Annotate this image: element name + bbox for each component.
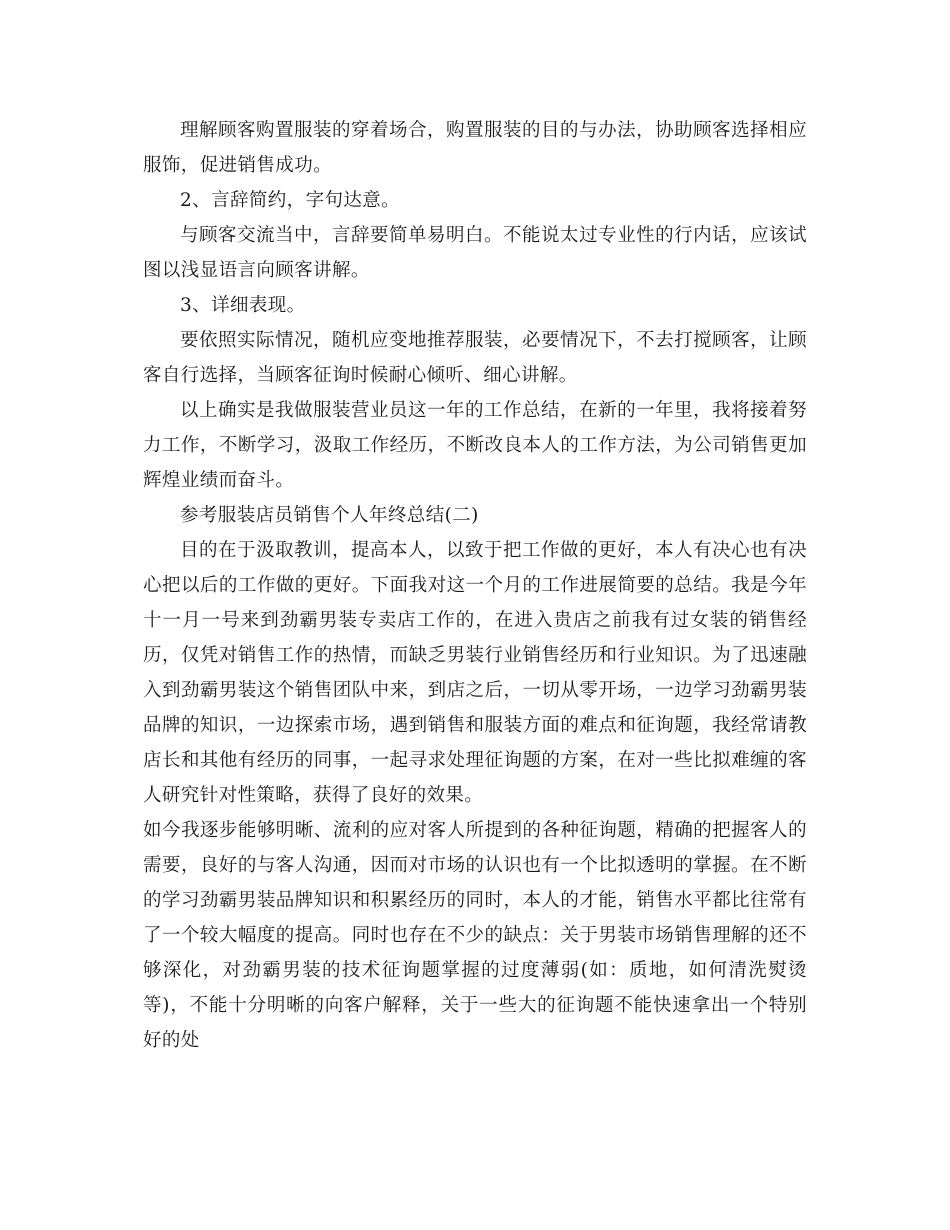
paragraph-6: 以上确实是我做服装营业员这一年的工作总结，在新的一年里，我将接着努力工作，不断学习，汲取工作经历，不断改良本人的工作方法，为公司销售更加辉煌业绩而奋斗。 (143, 400, 807, 491)
paragraph-1: 理解顾客购置服装的穿着场合，购置服装的目的与办法，协助顾客选择相应服饰，促进销售成功。 (143, 120, 807, 176)
paragraph-3: 与顾客交流当中，言辞要简单易明白。不能说太过专业性的行内话，应该试图以浅显语言向顾客讲解。 (143, 225, 807, 281)
paragraph-4-heading: 3、详细表现。 (180, 295, 306, 316)
paragraph-2-heading: 2、言辞简约，字句达意。 (180, 190, 401, 211)
paragraph-5: 要依照实际情况，随机应变地推荐服装，必要情况下，不去打搅顾客，让顾客自行选择，当顾客征询时候耐心倾听、细心讲解。 (143, 330, 807, 386)
document-body (143, 113, 807, 1058)
section-title: 参考服装店员销售个人年终总结(二) (180, 505, 479, 526)
paragraph-9: 如今我逐步能够明晰、流利的应对客人所提到的各种征询题，精确的把握客人的需要，良好的与客人沟通，因而对市场的认识也有一个比拟透明的掌握。在不断的学习劲霸男装品牌知识和积累经历的同时，本人的才能，销售水平都比往常有了一个较大幅度的提高。同时也存在不少的缺点：关于男装市场销售理解的还不够深化，对劲霸男装的技术征询题掌握的过度薄弱(如：质地，如何清洗熨烫等)，不能十分明晰的向客户解释，关于一些大的征询题不能快速拿出一个特别好的处 (143, 820, 807, 1051)
paragraph-8: 目的在于汲取教训，提高本人，以致于把工作做的更好，本人有决心也有决心把以后的工作做的更好。下面我对这一个月的工作进展简要的总结。我是今年十一月一号来到劲霸男装专卖店工作的，在进入贵店之前我有过女装的销售经历，仅凭对销售工作的热情，而缺乏男装行业销售经历和行业知识。为了迅速融入到劲霸男装这个销售团队中来，到店之后，一切从零开场，一边学习劲霸男装品牌的知识，一边探索市场，遇到销售和服装方面的难点和征询题，我经常请教店长和其他有经历的同事，一起寻求处理征询题的方案，在对一些比拟难缠的客人研究针对性策略，获得了良好的效果。 (143, 540, 807, 806)
